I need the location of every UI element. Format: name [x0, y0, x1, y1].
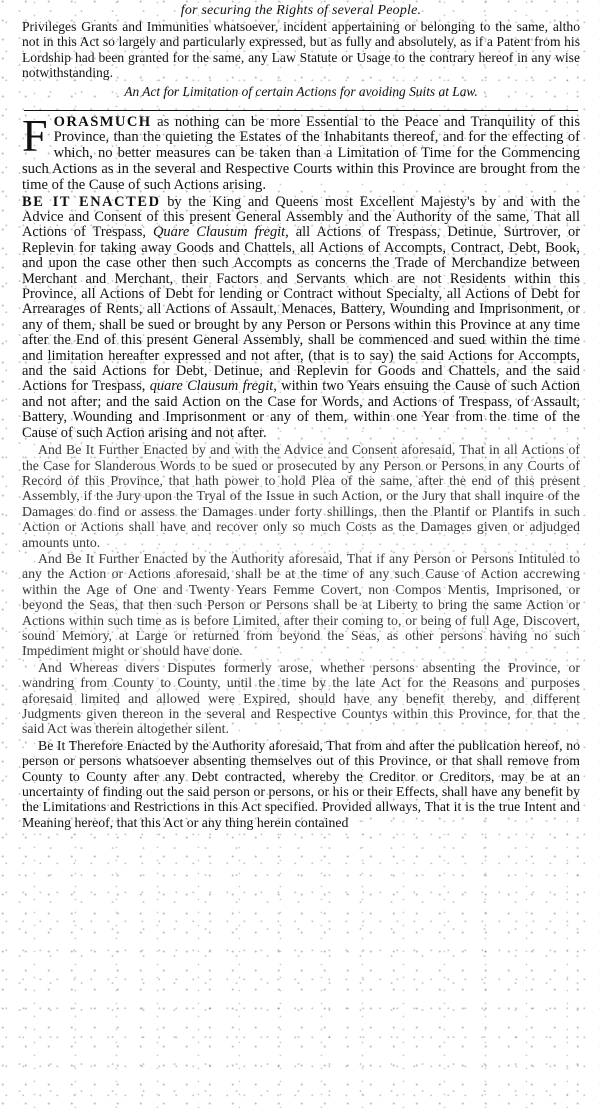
drop-cap: F [22, 109, 48, 161]
act-title: An Act for Limitation of certain Actions for avoiding Suits at Law. [124, 83, 478, 99]
enacting-text-2: all Actions of Trespass, Detinue, Surtrover, or Replevin for taking away Goods and Chattels, all Actions of Accompts, Contract, Debt, Book, and upon the case other then such Accompts as concerns the Trade of Merchandize between Merchant and Merchant, their Factors and Servants which are not Residents within this Province, all Actions of Debt for lending or Contract without Specialty, all Actions of Debt for Arrearages of Rents, all Actions of Assault, Menaces, Battery, Wounding and Imprisonment, or any of them, shall be sued or brought by any Person or Persons within this Province at any time after the End of this present General Assembly, shall be commenced and sued within the time and limitation hereafter expressed and not after, (that is to say) the said Actions for Accompts, and the said Actions for Debt, Detinue, and Replevin for Goods and Chattels, and the said Actions for Trespass, [22, 224, 580, 395]
disability-paragraph: And Be It Further Enacted by the Authority aforesaid, That if any Person or Persons Intituled to any the Action or Actions aforesaid, shall be at the time of any such Cause of Action accrewing within the Age of One and Twenty Years Femme Covert, non Compos Mentis, Imprisoned, or beyond the Seas, that then such Person or Persons shall be at Liberty to bring the same Action or Actions within such time as is before Limited, after their coming to, or being of full Age, Discovert, sound Memory, at Large or returned from beyond the Seas, as other persons having no such Impediment might or should have done. [22, 550, 580, 659]
absentee-paragraph: Be It Therefore Enacted by the Authority aforesaid, That from and after the publication hereof, no person or persons whatsoever absenting themselves out of this Province, or that shall remove from County to County after any Debt contracted, whereby the Creditor or Creditors, may be at an uncertainty of finding out the said person or persons, or his or their Effects, shall have any benefit by the Limitations and Restrictions in this Act specified. Provided allways, That it is the true Intent and Meaning hereof, that this Act or any thing herein contained [22, 737, 580, 830]
preamble-text: as nothing can be more Essential to the Peace and Tranquility of this Province, than the quieting the Estates of the Inhabitants thereof, and for the effecting of which, no better measures can be taken than a Limitation of Time for the Commencing such Actions as in the several and Respective Courts within this Province are brought from the time of the Cause of such Actions arising. [22, 113, 580, 193]
whereas-paragraph: And Whereas divers Disputes formerly arose, whether persons absenting the Province, or wandring from County to County, until the time by the late Act for the Reasons and purposes aforesaid limited and allowed were Expired, should have any benefit thereby, and different Judgments given thereon in the several and Respective Countys within this Province, for that the said Act was therein altogether silent. [22, 659, 580, 737]
enacting-latin-1: Quare Clausum fregit, [153, 224, 289, 241]
title-rule [24, 110, 578, 111]
slander-costs-paragraph: And Be It Further Enacted by and with the Advice and Consent aforesaid, That in all Actions of the Case for Slanderous Words to be sued or prosecuted by any Person or Persons in any Courts of Record of this Province, that hath power to hold Plea of the same, after the end of this present Assembly, if the Jury upon the Tryal of the Issue in such Action, or the Jury that shall inquire of the Damages do find or assess the Damages under forty shillings, then the Plantif or Plantifs in such Action or Actions shall have and recover only so much Costs as the Damages given or adjudged amounts unto. [22, 442, 580, 550]
preamble-paragraph [22, 109, 580, 194]
continuation-paragraph: Privileges Grants and Immunities whatsoever, incident appertaining or belonging to the same, altho not in this Act so largely and particularly expressed, but as fully and absolutely, as if a Patent from his Lordship had been granted for the same, any Law Statute or Usage to the contrary hereof in any wise notwithstanding. [22, 19, 580, 81]
enacting-lead: BE IT ENACTED [22, 193, 161, 210]
enacting-text-3: within two Years ensuing the Cause of such Action and not after; and the said Action on the Case for Words, and Actions of Trespass, of Assault, Battery, Wounding and Imprisonment or any of them, within one Year from the time of the Cause of such Action arising and not after. [22, 378, 580, 441]
preamble-lead-word: ORASMUCH [53, 113, 152, 130]
running-head: for securing the Rights of several People. [180, 3, 422, 18]
enacting-paragraph [22, 195, 580, 442]
enacting-text-1: by the King and Queens most Excellent Majesty's by and with the Advice and Consent of this present General Assembly and the Authority of the same, That all Actions of Trespass, [22, 193, 580, 241]
enacting-latin-2: quare Clausum fregit, [149, 378, 277, 395]
